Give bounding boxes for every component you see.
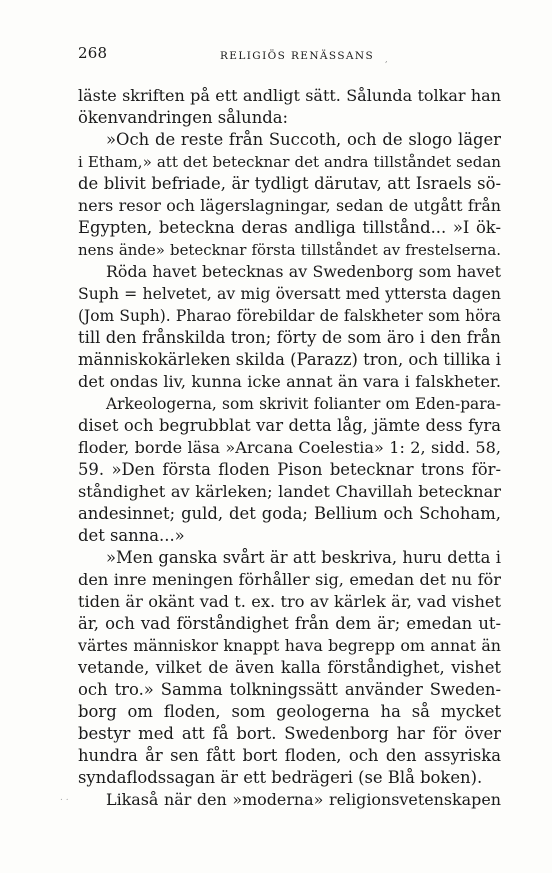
text-line: och tro.» Samma tolkningssätt använder Sweden- bbox=[78, 680, 501, 699]
text-line: Röda havet betecknas av Swedenborg som havet bbox=[106, 262, 501, 281]
text-line: Likaså när den »moderna» religionsvetenskapen bbox=[106, 790, 501, 809]
text-line: ståndighet av kärleken; landet Chavillah betecknar bbox=[78, 482, 501, 501]
page-number: 268 bbox=[78, 44, 108, 62]
text-line: borg om floden, som geologerna ha så mycket bbox=[78, 702, 501, 721]
text-line: människokärleken skilda (Parazz) tron, och tillika i bbox=[78, 350, 501, 369]
text-line: hundra år sen fått bort floden, och den assyriska bbox=[78, 746, 501, 765]
text-line: 59. »Den första floden Pison betecknar trons för- bbox=[78, 460, 501, 479]
text-line: ökenvandringen sålunda: bbox=[78, 108, 289, 127]
text-line: den inre meningen förhåller sig, emedan det nu för bbox=[78, 570, 501, 589]
text-line: syndaflodssagan är ett bedrägeri (se Blå boken). bbox=[78, 768, 483, 787]
text-line: i Etham,» att det betecknar det andra tillståndet sedan bbox=[78, 153, 501, 171]
text-line: bestyr med att få bort. Swedenborg har för över bbox=[78, 724, 501, 743]
text-line: »Men ganska svårt är att beskriva, huru detta i bbox=[106, 548, 501, 567]
body-text bbox=[78, 85, 501, 811]
text-line: ners resor och lägerslagningar, sedan de utgått från bbox=[78, 196, 501, 215]
text-line: det sanna...» bbox=[78, 526, 185, 545]
stray-mark: , bbox=[385, 55, 388, 64]
text-line: (Jom Suph). Pharao förebildar de falskheter som höra bbox=[78, 307, 501, 325]
text-line: värtes människor knappt hava begrepp om annat än bbox=[78, 636, 501, 655]
text-line: andesinnet; guld, det goda; Bellium och Schoham, bbox=[78, 504, 501, 523]
text-line: läste skriften på ett andligt sätt. Sålunda tolkar han bbox=[78, 86, 501, 105]
text-line: nens ände» betecknar första tillståndet av frestelserna. bbox=[78, 241, 501, 259]
text-line: floder, borde läsa »Arcana Coelestia» 1: 2, sidd. 58, bbox=[78, 438, 501, 457]
text-line: är, och vad förståndighet från dem är; emedan ut- bbox=[78, 614, 501, 633]
text-line: diset och begrubblat var detta låg, jämte dess fyra bbox=[78, 416, 501, 435]
text-line: de blivit befriade, är tydligt därutav, att Israels sö- bbox=[78, 174, 501, 193]
text-line: vetande, vilket de även kalla förståndighet, vishet bbox=[78, 658, 501, 677]
text-line: »Och de reste från Succoth, och de slogo läger bbox=[106, 130, 501, 149]
text-line: det ondas liv, kunna icke annat än vara i falskheter. bbox=[78, 372, 501, 391]
margin-mark: . . bbox=[60, 793, 69, 803]
text-line: Arkeologerna, som skrivit folianter om Eden-para- bbox=[106, 395, 501, 413]
text-line: till den frånskilda tron; förty de som äro i den från bbox=[78, 328, 501, 347]
text-line: tiden är okänt vad t. ex. tro av kärlek är, vad vishet bbox=[78, 592, 501, 611]
text-line: Suph = helvetet, av mig översatt med yttersta dagen bbox=[78, 284, 501, 303]
text-line: Egypten, beteckna deras andliga tillstånd... »I ök- bbox=[78, 218, 501, 237]
running-title: RELIGIÖS RENÄSSANS bbox=[220, 50, 375, 62]
